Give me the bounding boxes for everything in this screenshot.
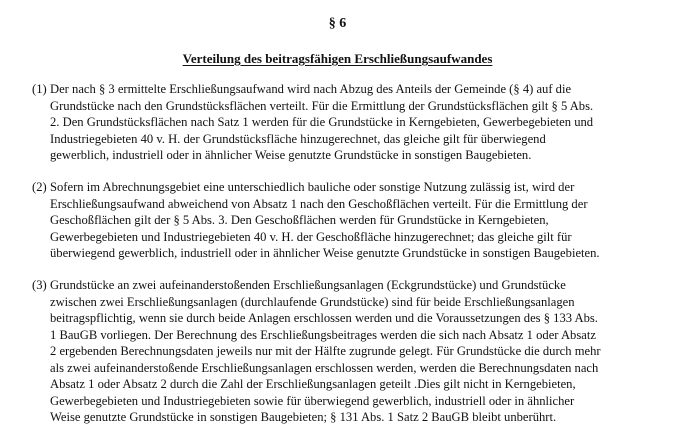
paragraph-2	[32, 179, 642, 262]
paragraph-line: Sofern im Abrechnungsgebiet eine unterschiedlich bauliche oder sonstige Nutzung zulässig ist, wird der	[50, 180, 575, 194]
paragraph-line: Grundstücke nach den Grundstücksflächen verteilt. Für die Ermittlung der Grundstücksflächen gilt § 5 Abs.	[50, 98, 594, 113]
paragraph-line: 2. Den Grundstücksflächen nach Satz 1 werden für die Grundstücke in Kerngebieten, Gewerbegebieten und	[50, 115, 594, 129]
paragraph-line: als zwei aufeinanderstoßende Erschließungsanlagen erschlossen werden, werden die Berechnungsdaten nach	[50, 360, 599, 375]
paragraph-line: Gewerbegebieten und Industriegebieten sowie für überwiegend gewerblich, industriell oder in ähnlicher	[50, 393, 575, 408]
paragraph-number: (1)	[32, 82, 47, 96]
paragraph-line: Industriegebieten 40 v. H. der Grundstücksfläche hinzugerechnet, das gleiche gilt für überwiegend	[50, 131, 546, 146]
paragraph-line: Geschoßflächen gilt der § 5 Abs. 3. Den Geschoßflächen werden für Grundstücke in Kerngebieten,	[50, 213, 549, 227]
paragraph-1	[32, 81, 642, 164]
paragraph-line: 1 BauGB vorliegen. Der Berechnung des Erschließungsbeitrages werden die sich nach Absatz 1 oder Absatz	[50, 327, 596, 342]
section-number: § 6	[328, 16, 347, 31]
paragraph-line: 2 ergebenden Berechnungsdaten jeweils nur mit der Hälfte zugrunde gelegt. Für Grundstücke die durch mehr	[50, 344, 601, 358]
paragraph-line: Erschließungsaufwand abweichend von Absatz 1 nach den Geschoßflächen verteilt. Für die Ermittlung der	[50, 196, 588, 211]
paragraph-line: Grundstücke an zwei aufeinanderstoßenden Erschließungsanlagen (Eckgrundstücke) und Grundstücke	[50, 278, 566, 292]
paragraph-line: Weise genutzte Grundstücke in sonstigen Baugebieten; § 131 Abs. 1 Satz 2 BauGB bleibt unberührt.	[50, 410, 557, 424]
paragraph-line: überwiegend gewerblich, industriell oder in ähnlicher Weise genutzte Grundstücke in sonstigen Baugebieten.	[50, 246, 600, 260]
paragraph-line: Gewerbegebieten und Industriegebieten 40 v. H. der Geschoßfläche hinzugerechnet; das gleiche gilt für	[50, 229, 572, 244]
paragraph-line: Absatz 1 oder Absatz 2 durch die Zahl der Erschließungsanlagen geteilt .Dies gilt nicht in Kerngebieten,	[50, 377, 576, 391]
paragraph-line: Der nach § 3 ermittelte Erschließungsaufwand wird nach Abzug des Anteils der Gemeinde (§ 4) auf die	[50, 82, 572, 96]
paragraph-3	[32, 277, 642, 426]
paragraph-number: (2)	[32, 180, 47, 194]
section-title: Verteilung des beitragsfähigen Erschließungsaufwandes	[182, 51, 493, 66]
paragraph-number: (3)	[32, 278, 47, 292]
paragraph-line: gewerblich, industriell oder in ähnlicher Weise genutzte Grundstücke in sonstigen Baugebieten.	[50, 148, 532, 162]
paragraph-line: beitragspflichtig, wenn sie durch beide Anlagen erschlossen werden und die Voraussetzungen des § 133 Abs.	[50, 311, 598, 325]
paragraph-line: zwischen zwei Erschließungsanlagen (durchlaufende Grundstücke) sind für beide Erschließungsanlagen	[50, 294, 575, 309]
